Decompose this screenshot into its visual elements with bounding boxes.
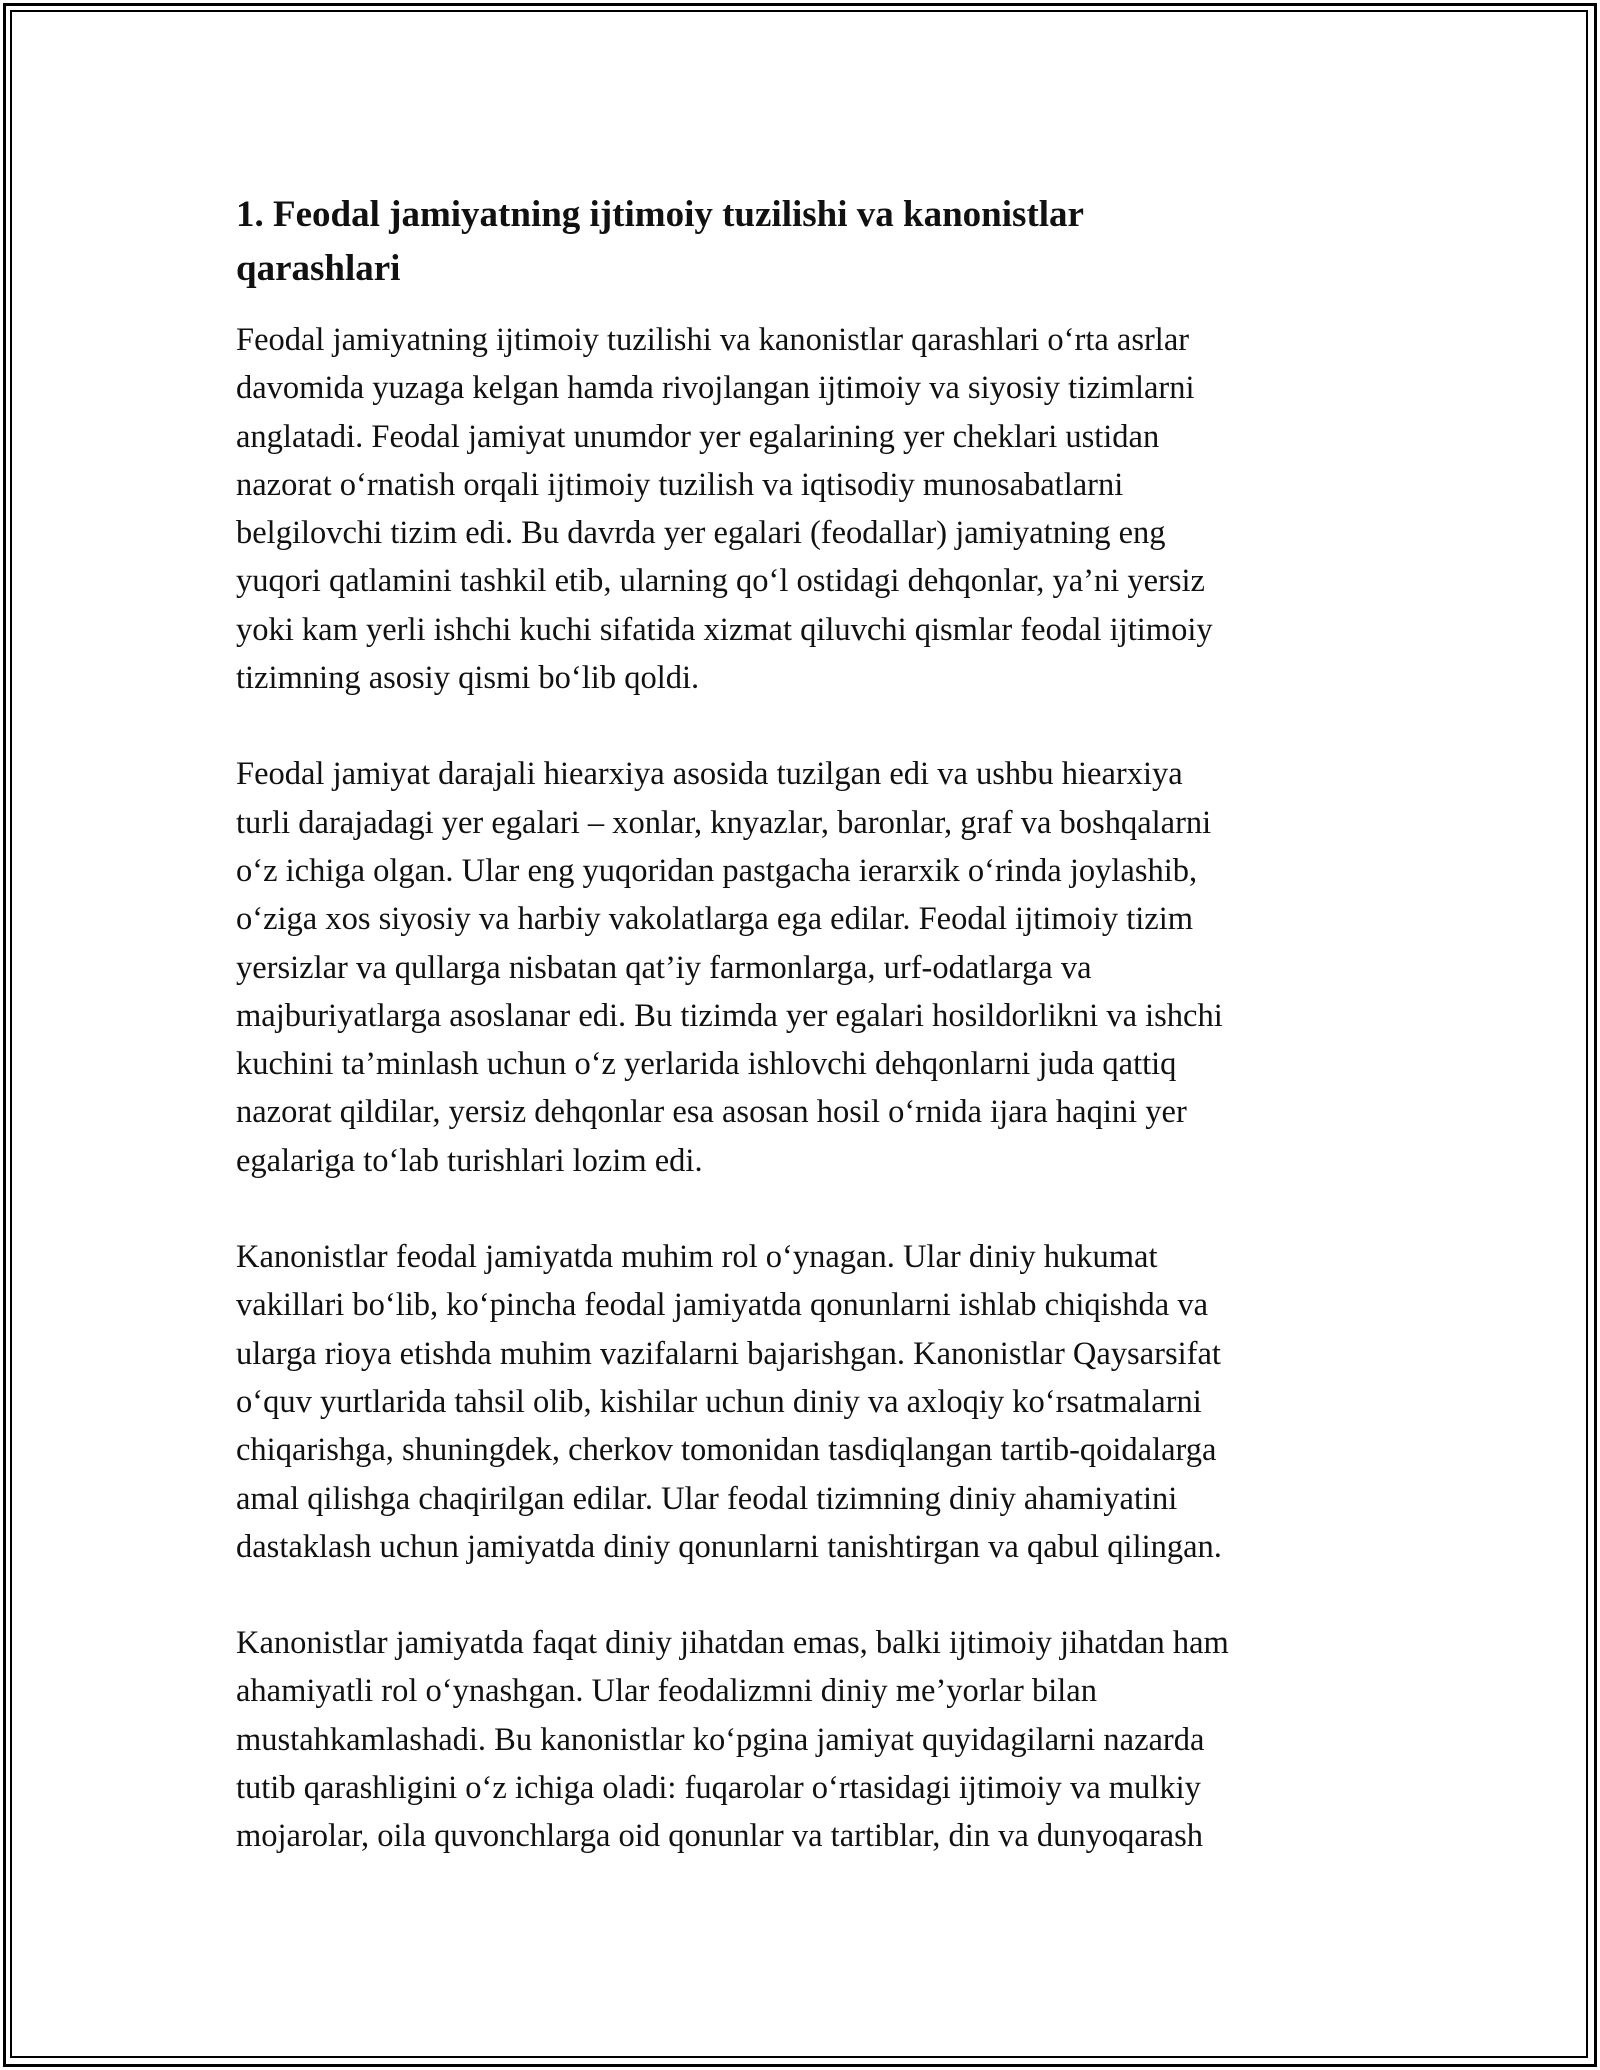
text-line: turli darajadagi yer egalari – xonlar, knyazlar, baronlar, graf va boshqalarni bbox=[236, 804, 1212, 841]
text-line: nazorat o‘rnatish orqali ijtimoiy tuzilish va iqtisodiy munosabatlarni bbox=[236, 466, 1124, 503]
document-body bbox=[236, 188, 1376, 1909]
text-line: majburiyatlarga asoslanar edi. Bu tizimda yer egalari hosildorlikni va ishchi bbox=[236, 997, 1223, 1034]
text-line: tizimning asosiy qismi bo‘lib qoldi. bbox=[236, 660, 700, 697]
text-line: davomida yuzaga kelgan hamda rivojlangan ijtimoiy va siyosiy tizimlarni bbox=[236, 370, 1195, 407]
text-line: o‘ziga xos siyosiy va harbiy vakolatlarga ega edilar. Feodal ijtimoiy tizim bbox=[236, 901, 1194, 938]
text-line: Kanonistlar jamiyatda faqat diniy jihatdan emas, balki ijtimoiy jihatdan ham bbox=[236, 1625, 1229, 1662]
paragraph-3 bbox=[236, 1233, 1376, 1571]
text-line: yersizlar va qullarga nisbatan qat’iy farmonlarga, urf-odatlarga va bbox=[236, 949, 1092, 986]
text-line: yoki kam yerli ishchi kuchi sifatida xizmat qiluvchi qismlar feodal ijtimoiy bbox=[236, 611, 1213, 648]
text-line: o‘quv yurtlarida tahsil olib, kishilar uchun diniy va axloqiy ko‘rsatmalarni bbox=[236, 1383, 1202, 1420]
text-line: ularga rioya etishda muhim vazifalarni bajarishgan. Kanonistlar Qaysarsifat bbox=[236, 1335, 1221, 1372]
text-line: Kanonistlar feodal jamiyatda muhim rol o‘ynagan. Ular diniy hukumat bbox=[236, 1239, 1158, 1276]
section-title-line: qarashlari bbox=[236, 248, 401, 289]
section-title-line: 1. Feodal jamiyatning ijtimoiy tuzilishi va kanonistlar bbox=[236, 194, 1084, 235]
text-line: belgilovchi tizim edi. Bu davrda yer egalari (feodallar) jamiyatning eng bbox=[236, 515, 1166, 552]
text-line: o‘z ichiga olgan. Ular eng yuqoridan pastgacha ierarxik o‘rinda joylashib, bbox=[236, 852, 1198, 889]
text-line: kuchini ta’minlash uchun o‘z yerlarida ishlovchi dehqonlarni juda qattiq bbox=[236, 1046, 1177, 1083]
text-line: dastaklash uchun jamiyatda diniy qonunlarni tanishtirgan va qabul qilingan. bbox=[236, 1528, 1222, 1565]
text-line: ahamiyatli rol o‘ynashgan. Ular feodalizmni diniy me’yorlar bilan bbox=[236, 1673, 1097, 1710]
text-line: Feodal jamiyatning ijtimoiy tuzilishi va kanonistlar qarashlari o‘rta asrlar bbox=[236, 322, 1190, 358]
text-line: nazorat qildilar, yersiz dehqonlar esa asosan hosil o‘rnida ijara haqini yer bbox=[236, 1094, 1187, 1131]
section-title bbox=[236, 188, 1376, 296]
text-line: anglatadi. Feodal jamiyat unumdor yer egalarining yer cheklari ustidan bbox=[236, 418, 1160, 455]
text-line: tutib qarashligini o‘z ichiga oladi: fuqarolar o‘rtasidagi ijtimoiy va mulkiy bbox=[236, 1770, 1201, 1807]
paragraph-4 bbox=[236, 1619, 1376, 1860]
text-line: yuqori qatlamini tashkil etib, ularning qo‘l ostidagi dehqonlar, ya’ni yersiz bbox=[236, 563, 1205, 600]
text-line: Feodal jamiyat darajali hiearxiya asosida tuzilgan edi va ushbu hiearxiya bbox=[236, 756, 1183, 793]
paragraph-1 bbox=[236, 316, 1376, 702]
text-line: chiqarishga, shuningdek, cherkov tomonidan tasdiqlangan tartib-qoidalarga bbox=[236, 1432, 1217, 1469]
text-line: amal qilishga chaqirilgan edilar. Ular feodal tizimning diniy ahamiyatini bbox=[236, 1480, 1178, 1517]
text-line: egalariga to‘lab turishlari lozim edi. bbox=[236, 1142, 703, 1179]
paragraph-2 bbox=[236, 750, 1376, 1185]
text-line: mojarolar, oila quvonchlarga oid qonunlar va tartiblar, din va dunyoqarash bbox=[236, 1818, 1204, 1855]
text-line: vakillari bo‘lib, ko‘pincha feodal jamiyatda qonunlarni ishlab chiqishda va bbox=[236, 1287, 1209, 1324]
text-line: mustahkamlashadi. Bu kanonistlar ko‘pgina jamiyat quyidagilarni nazarda bbox=[236, 1721, 1205, 1758]
